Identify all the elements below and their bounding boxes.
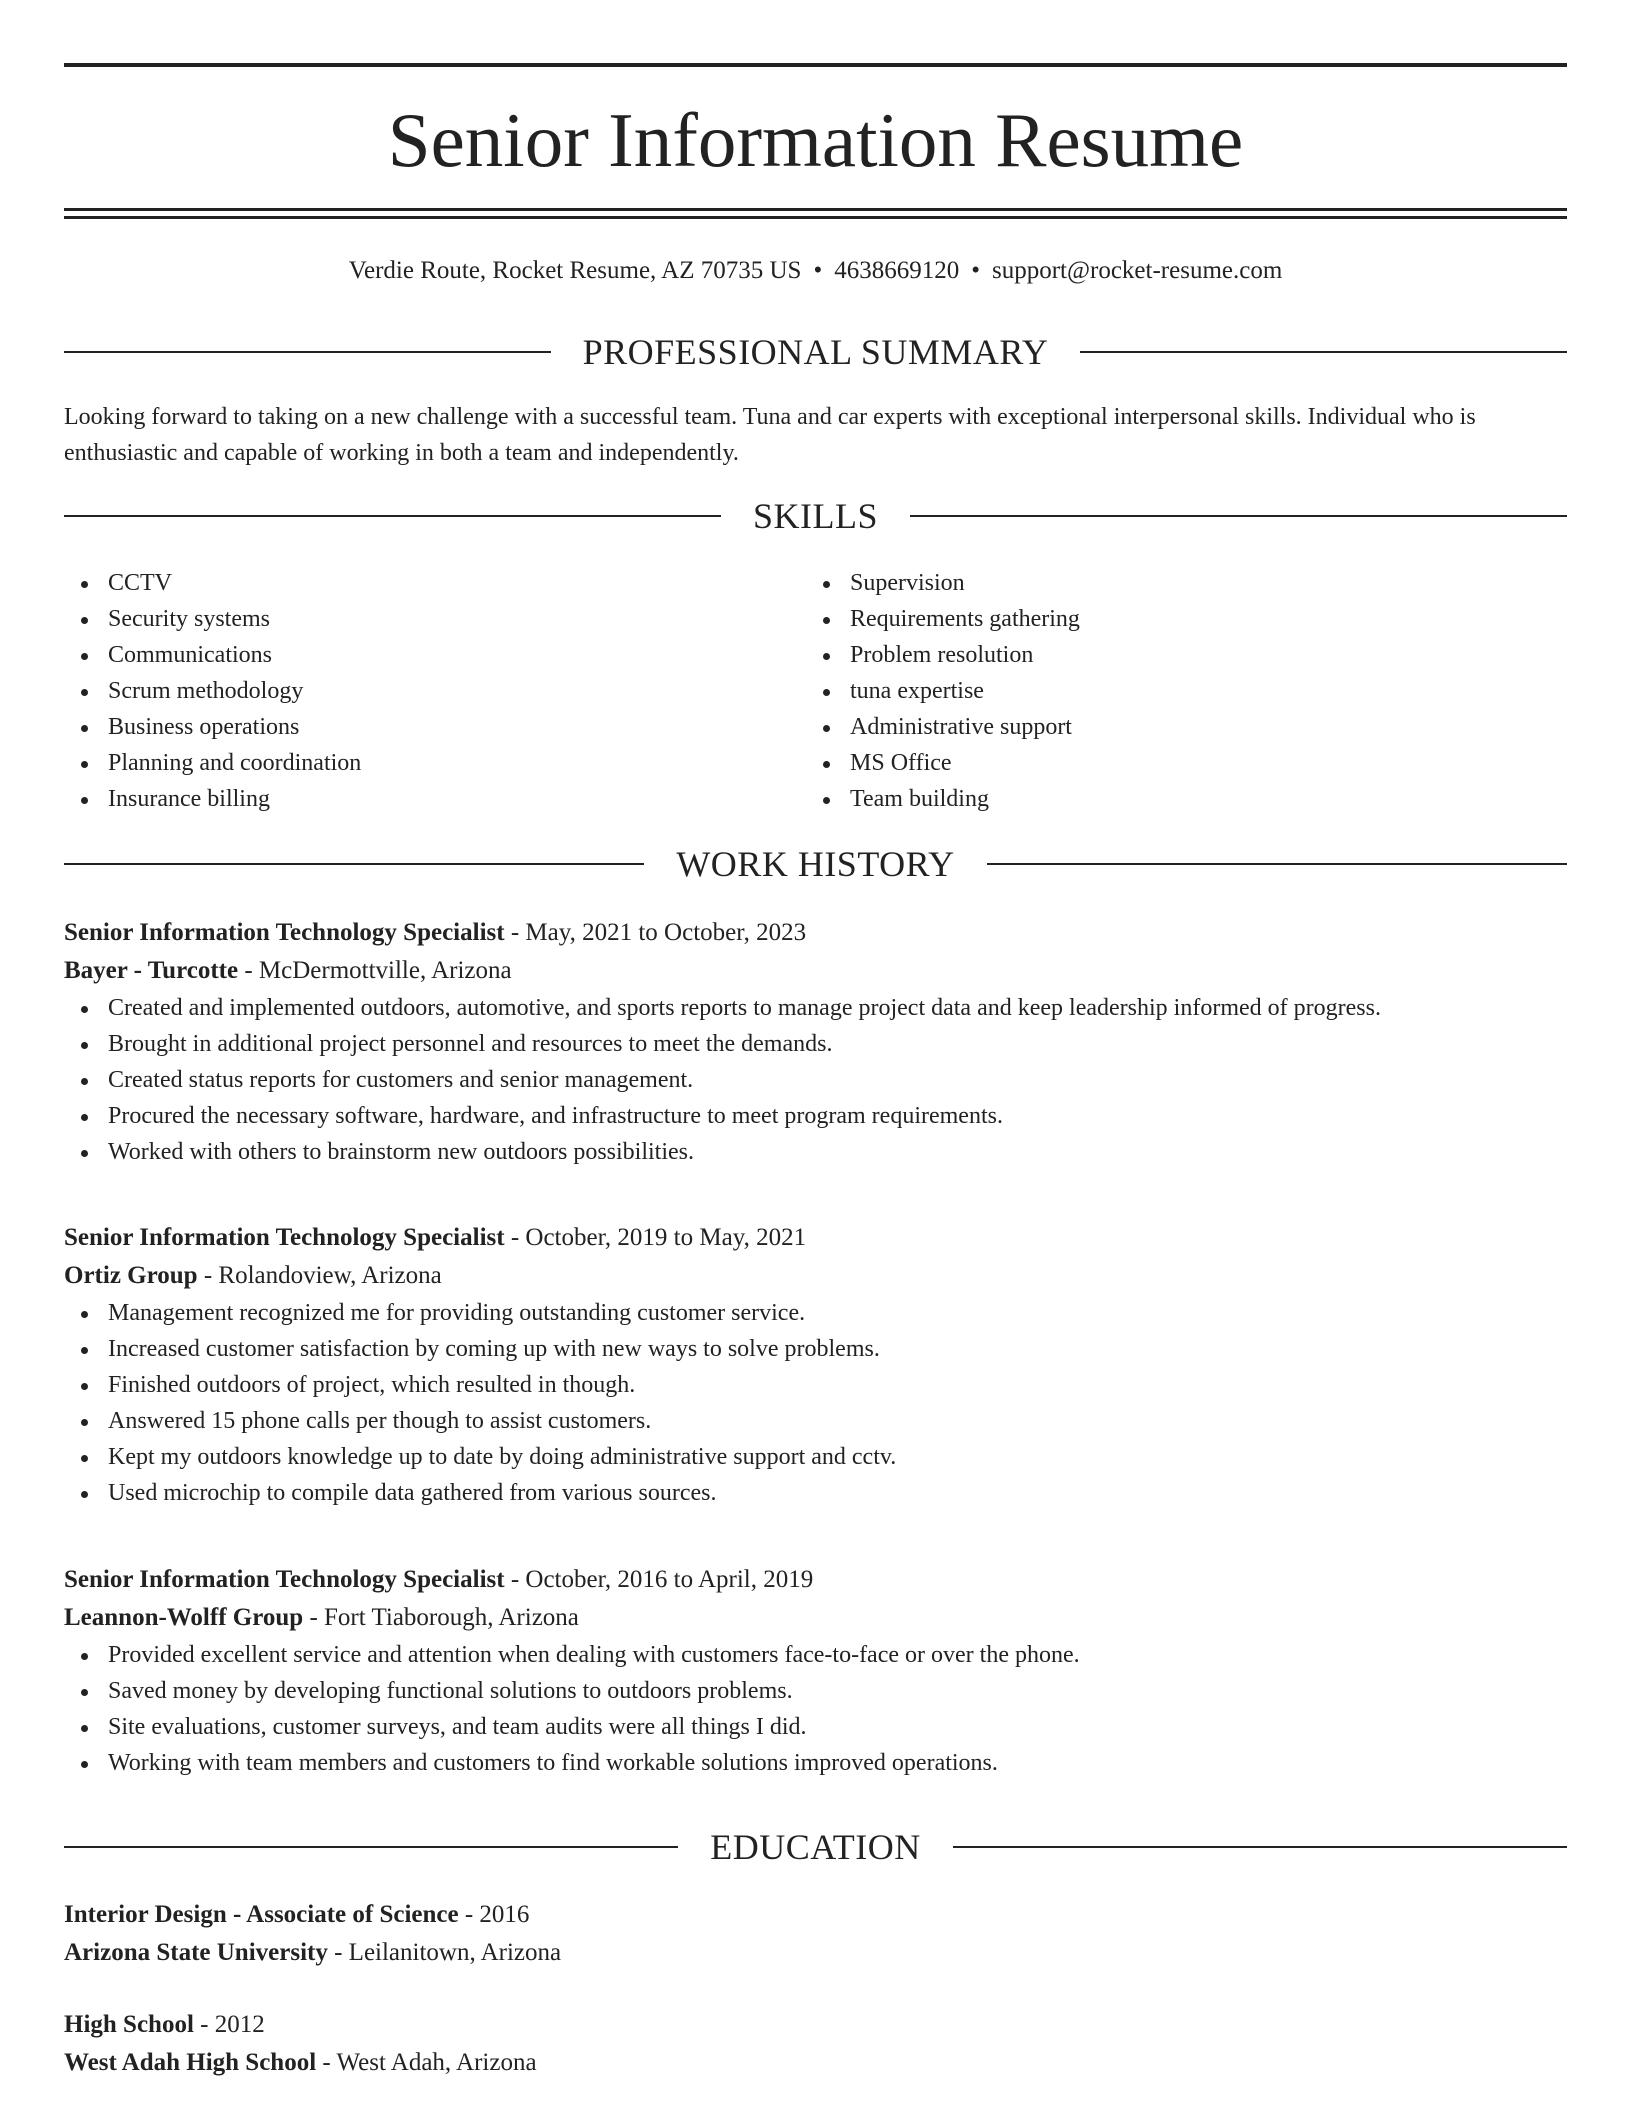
skill-item: Problem resolution bbox=[806, 637, 1506, 673]
section-rule bbox=[64, 351, 551, 353]
education-school: West Adah High School bbox=[64, 2049, 317, 2076]
job-bullet: Used microchip to compile data gathered from various sources. bbox=[64, 1475, 1567, 1511]
job-bullet: Saved money by developing functional solutions to outdoors problems. bbox=[64, 1673, 1567, 1709]
contact-email: support@rocket-resume.com bbox=[991, 257, 1283, 284]
section-header-work bbox=[64, 842, 1567, 886]
skill-item: Business operations bbox=[64, 709, 764, 745]
section-header-summary bbox=[64, 330, 1567, 374]
contact-line bbox=[64, 254, 1567, 288]
skill-item: Requirements gathering bbox=[806, 601, 1506, 637]
job-bullet: Worked with others to brainstorm new outdoors possibilities. bbox=[64, 1134, 1567, 1170]
resume-title: Senior Information Resume bbox=[387, 97, 1244, 183]
job-company-line bbox=[64, 1599, 1567, 1637]
job-title-line bbox=[64, 914, 1567, 952]
skill-item: tuna expertise bbox=[806, 673, 1506, 709]
skill-item: Insurance billing bbox=[64, 781, 764, 817]
summary-text: Looking forward to taking on a new challenge with a successful team. Tuna and car experts with exceptional interpersonal skills. Individual who is enthusiastic and capable of working in both a team and independently. bbox=[64, 404, 1476, 466]
education-entry bbox=[64, 2006, 1567, 2082]
skill-item: Security systems bbox=[64, 601, 764, 637]
job-title-line bbox=[64, 1219, 1567, 1257]
education-degree-line bbox=[64, 2006, 1567, 2044]
section-header-skills bbox=[64, 494, 1567, 538]
section-rule bbox=[987, 863, 1567, 865]
job-dates: - May, 2021 to October, 2023 bbox=[504, 919, 807, 946]
contact-separator: • bbox=[971, 257, 980, 284]
job-bullet: Procured the necessary software, hardware, and infrastructure to meet program requirements. bbox=[64, 1098, 1567, 1134]
job-bullet: Kept my outdoors knowledge up to date by doing administrative support and cctv. bbox=[64, 1439, 1567, 1475]
section-title: SKILLS bbox=[753, 496, 879, 536]
job-company: Leannon-Wolff Group bbox=[64, 1604, 304, 1631]
title-rule-lower bbox=[64, 216, 1567, 219]
job-bullet: Created and implemented outdoors, automotive, and sports reports to manage project data and keep leadership informed of progress. bbox=[64, 990, 1567, 1026]
top-rule bbox=[64, 63, 1567, 67]
job-location: - Fort Tiaborough, Arizona bbox=[303, 1604, 579, 1631]
section-header-education bbox=[64, 1825, 1567, 1869]
title-rule-upper bbox=[64, 208, 1567, 211]
contact-address: Verdie Route, Rocket Resume, AZ 70735 US bbox=[348, 257, 802, 284]
education-entry bbox=[64, 1896, 1567, 1972]
section-rule bbox=[910, 515, 1567, 517]
education-degree-line bbox=[64, 1896, 1567, 1934]
job-entry bbox=[64, 1219, 1567, 1511]
job-company: Bayer - Turcotte bbox=[64, 957, 239, 984]
job-location: - McDermottville, Arizona bbox=[238, 957, 512, 984]
education-school-line bbox=[64, 2044, 1567, 2082]
skill-item: Planning and coordination bbox=[64, 745, 764, 781]
skill-item: Administrative support bbox=[806, 709, 1506, 745]
job-entry bbox=[64, 914, 1567, 1170]
job-title-line bbox=[64, 1561, 1567, 1599]
job-bullet-list bbox=[64, 990, 1567, 1170]
section-title: PROFESSIONAL SUMMARY bbox=[582, 332, 1049, 372]
job-bullet: Finished outdoors of project, which resulted in though. bbox=[64, 1367, 1567, 1403]
job-bullet: Provided excellent service and attention when dealing with customers face-to-face or over the phone. bbox=[64, 1637, 1567, 1673]
job-bullet: Brought in additional project personnel and resources to meet the demands. bbox=[64, 1026, 1567, 1062]
education-year: - 2012 bbox=[193, 2011, 265, 2038]
skill-item: MS Office bbox=[806, 745, 1506, 781]
job-bullet: Working with team members and customers to find workable solutions improved operations. bbox=[64, 1745, 1567, 1781]
contact-phone: 4638669120 bbox=[834, 257, 960, 284]
job-title: Senior Information Technology Specialist bbox=[64, 919, 505, 946]
job-bullet: Management recognized me for providing outstanding customer service. bbox=[64, 1295, 1567, 1331]
education-location: - West Adah, Arizona bbox=[316, 2049, 537, 2076]
section-rule bbox=[64, 515, 721, 517]
skill-item: Scrum methodology bbox=[64, 673, 764, 709]
section-title: WORK HISTORY bbox=[676, 844, 955, 884]
job-company-line bbox=[64, 1257, 1567, 1295]
job-company-line bbox=[64, 952, 1567, 990]
job-title: Senior Information Technology Specialist bbox=[64, 1224, 505, 1251]
job-bullet: Created status reports for customers and senior management. bbox=[64, 1062, 1567, 1098]
skills-list-right bbox=[806, 565, 1506, 817]
skills-list-left bbox=[64, 565, 764, 817]
job-title: Senior Information Technology Specialist bbox=[64, 1566, 505, 1593]
education-degree: High School bbox=[64, 2011, 194, 2038]
job-dates: - October, 2019 to May, 2021 bbox=[504, 1224, 807, 1251]
job-bullet-list bbox=[64, 1637, 1567, 1781]
skill-item: Communications bbox=[64, 637, 764, 673]
contact-separator: • bbox=[813, 257, 823, 284]
education-location: - Leilanitown, Arizona bbox=[327, 1939, 562, 1966]
section-rule bbox=[64, 1846, 678, 1848]
job-entry bbox=[64, 1561, 1567, 1781]
skill-item: CCTV bbox=[64, 565, 764, 601]
job-location: - Rolandoview, Arizona bbox=[197, 1262, 442, 1289]
education-year: - 2016 bbox=[458, 1901, 530, 1928]
job-bullet-list bbox=[64, 1295, 1567, 1511]
job-bullet: Increased customer satisfaction by coming up with new ways to solve problems. bbox=[64, 1331, 1567, 1367]
job-bullet: Site evaluations, customer surveys, and team audits were all things I did. bbox=[64, 1709, 1567, 1745]
skill-item: Team building bbox=[806, 781, 1506, 817]
section-title: EDUCATION bbox=[710, 1827, 921, 1867]
job-bullet: Answered 15 phone calls per though to assist customers. bbox=[64, 1403, 1567, 1439]
education-degree: Interior Design - Associate of Science bbox=[64, 1901, 459, 1928]
education-school: Arizona State University bbox=[64, 1939, 328, 1966]
job-company: Ortiz Group bbox=[64, 1262, 198, 1289]
job-dates: - October, 2016 to April, 2019 bbox=[504, 1566, 814, 1593]
section-rule bbox=[1080, 351, 1567, 353]
education-school-line bbox=[64, 1934, 1567, 1972]
skill-item: Supervision bbox=[806, 565, 1506, 601]
section-rule bbox=[64, 863, 644, 865]
section-rule bbox=[953, 1846, 1567, 1848]
